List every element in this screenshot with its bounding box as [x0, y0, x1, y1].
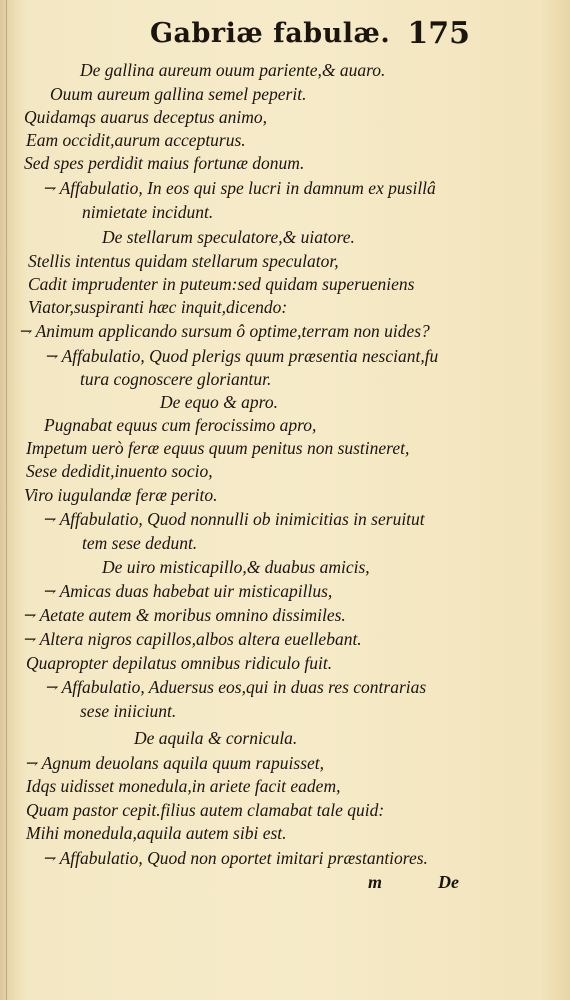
text-line [80, 59, 385, 81]
text-line [26, 752, 324, 776]
paragraph-mark-icon: ⇁ [44, 584, 57, 600]
line-text: Sese dedidit,inuento socio, [26, 461, 213, 481]
text-line [24, 106, 267, 128]
text-line [26, 775, 340, 797]
line-text: Eam occidit,aurum accepturus. [26, 130, 246, 150]
catchword: De [438, 872, 459, 892]
paragraph-mark-icon: ⇁ [24, 632, 37, 648]
text-line [26, 129, 246, 151]
line-text: Affabulatio, Quod non oportet imitari præstantiores. [59, 848, 428, 868]
line-text: De equo & apro. [160, 392, 278, 412]
text-line [44, 508, 425, 532]
paragraph-mark-icon: ⇁ [44, 851, 57, 867]
paragraph-mark-icon: ⇁ [26, 756, 39, 772]
line-text: Affabulatio, Quod nonnulli ob inimicitias in seruitut [59, 509, 425, 529]
text-line [20, 320, 430, 344]
line-text: nimietate incidunt. [82, 202, 214, 222]
line-text: sese iniiciunt. [80, 701, 177, 721]
running-head: Gabriæ fabulæ. [150, 18, 391, 49]
text-line [24, 152, 304, 174]
line-text: Quidamqs auarus deceptus animo, [24, 107, 268, 127]
text-line [28, 250, 339, 272]
text-line [24, 484, 217, 506]
line-text: Agnum deuolans aquila quum rapuisset, [41, 753, 325, 773]
paragraph-mark-icon: ⇁ [44, 512, 57, 528]
text-line [82, 532, 197, 554]
line-text: Aetate autem & moribus omnino dissimiles. [39, 605, 346, 625]
page-number: 175 [407, 16, 470, 51]
signature-mark: m [368, 872, 383, 892]
text-line [28, 296, 287, 318]
text-line [26, 437, 409, 459]
text-line [46, 676, 426, 700]
line-text: Affabulatio, Aduersus eos,qui in duas res contrarias [61, 677, 427, 697]
paragraph-mark-icon: ⇁ [20, 324, 33, 340]
line-text: Ouum aureum gallina semel peperit. [50, 84, 307, 104]
paragraph-mark-icon: ⇁ [44, 181, 57, 197]
line-text: Stellis intentus quidam stellarum speculator, [28, 251, 339, 271]
line-text: Mihi monedula,aquila autem sibi est. [26, 823, 287, 843]
line-text: De uiro misticapillo,& duabus amicis, [102, 557, 370, 577]
text-line [44, 177, 436, 201]
line-text: Affabulatio, Quod plerigs quum præsentia nesciant,fu [61, 346, 439, 366]
page-header [0, 14, 570, 54]
paragraph-mark-icon: ⇁ [24, 608, 37, 624]
line-text: De aquila & cornicula. [134, 728, 298, 748]
line-text: Viator,suspiranti hæc inquit,dicendo: [28, 297, 288, 317]
line-text: Affabulatio, In eos qui spe lucri in damnum ex pusillâ [59, 178, 436, 198]
text-line [24, 628, 362, 652]
text-line [44, 580, 332, 604]
text-line [134, 727, 297, 749]
text-line [80, 700, 176, 722]
paragraph-mark-icon: ⇁ [46, 680, 59, 696]
text-line [44, 847, 428, 871]
line-text: Quapropter depilatus omnibus ridiculo fuit. [26, 653, 333, 673]
text-line [24, 604, 346, 628]
line-text: Cadit imprudenter in puteum:sed quidam superueniens [28, 274, 415, 294]
line-text: De gallina aureum ouum pariente,& auaro. [80, 60, 386, 80]
text-line [28, 273, 414, 295]
line-text: tem sese dedunt. [82, 533, 198, 553]
text-line [46, 345, 438, 369]
text-line [26, 652, 332, 674]
text-line [44, 414, 316, 436]
line-text: Sed spes perdidit maius fortunæ donum. [24, 153, 305, 173]
text-line [160, 391, 278, 413]
text-line [26, 460, 213, 482]
paragraph-mark-icon: ⇁ [46, 349, 59, 365]
line-text: Quam pastor cepit.filius autem clamabat tale quid: [26, 800, 385, 820]
line-text: Impetum uerò feræ equus quum penitus non sustineret, [26, 438, 410, 458]
line-text: Amicas duas habebat uir misticapillus, [59, 581, 333, 601]
line-text: tura cognoscere gloriantur. [80, 369, 272, 389]
text-line [102, 556, 370, 578]
line-text: De stellarum speculatore,& uiatore. [102, 227, 355, 247]
text-line [82, 201, 213, 223]
text-line [26, 822, 287, 844]
text-line [102, 226, 355, 248]
text-line [50, 83, 306, 105]
text-line [80, 368, 271, 390]
line-text: Animum applicando sursum ô optime,terram non uides? [35, 321, 430, 341]
line-text: Altera nigros capillos,albos altera euellebant. [39, 629, 362, 649]
line-text: Pugnabat equus cum ferocissimo apro, [44, 415, 317, 435]
line-text: Viro iugulandæ feræ perito. [24, 485, 218, 505]
text-line [26, 799, 384, 821]
line-text: Idqs uidisset monedula,in ariete facit eadem, [26, 776, 341, 796]
